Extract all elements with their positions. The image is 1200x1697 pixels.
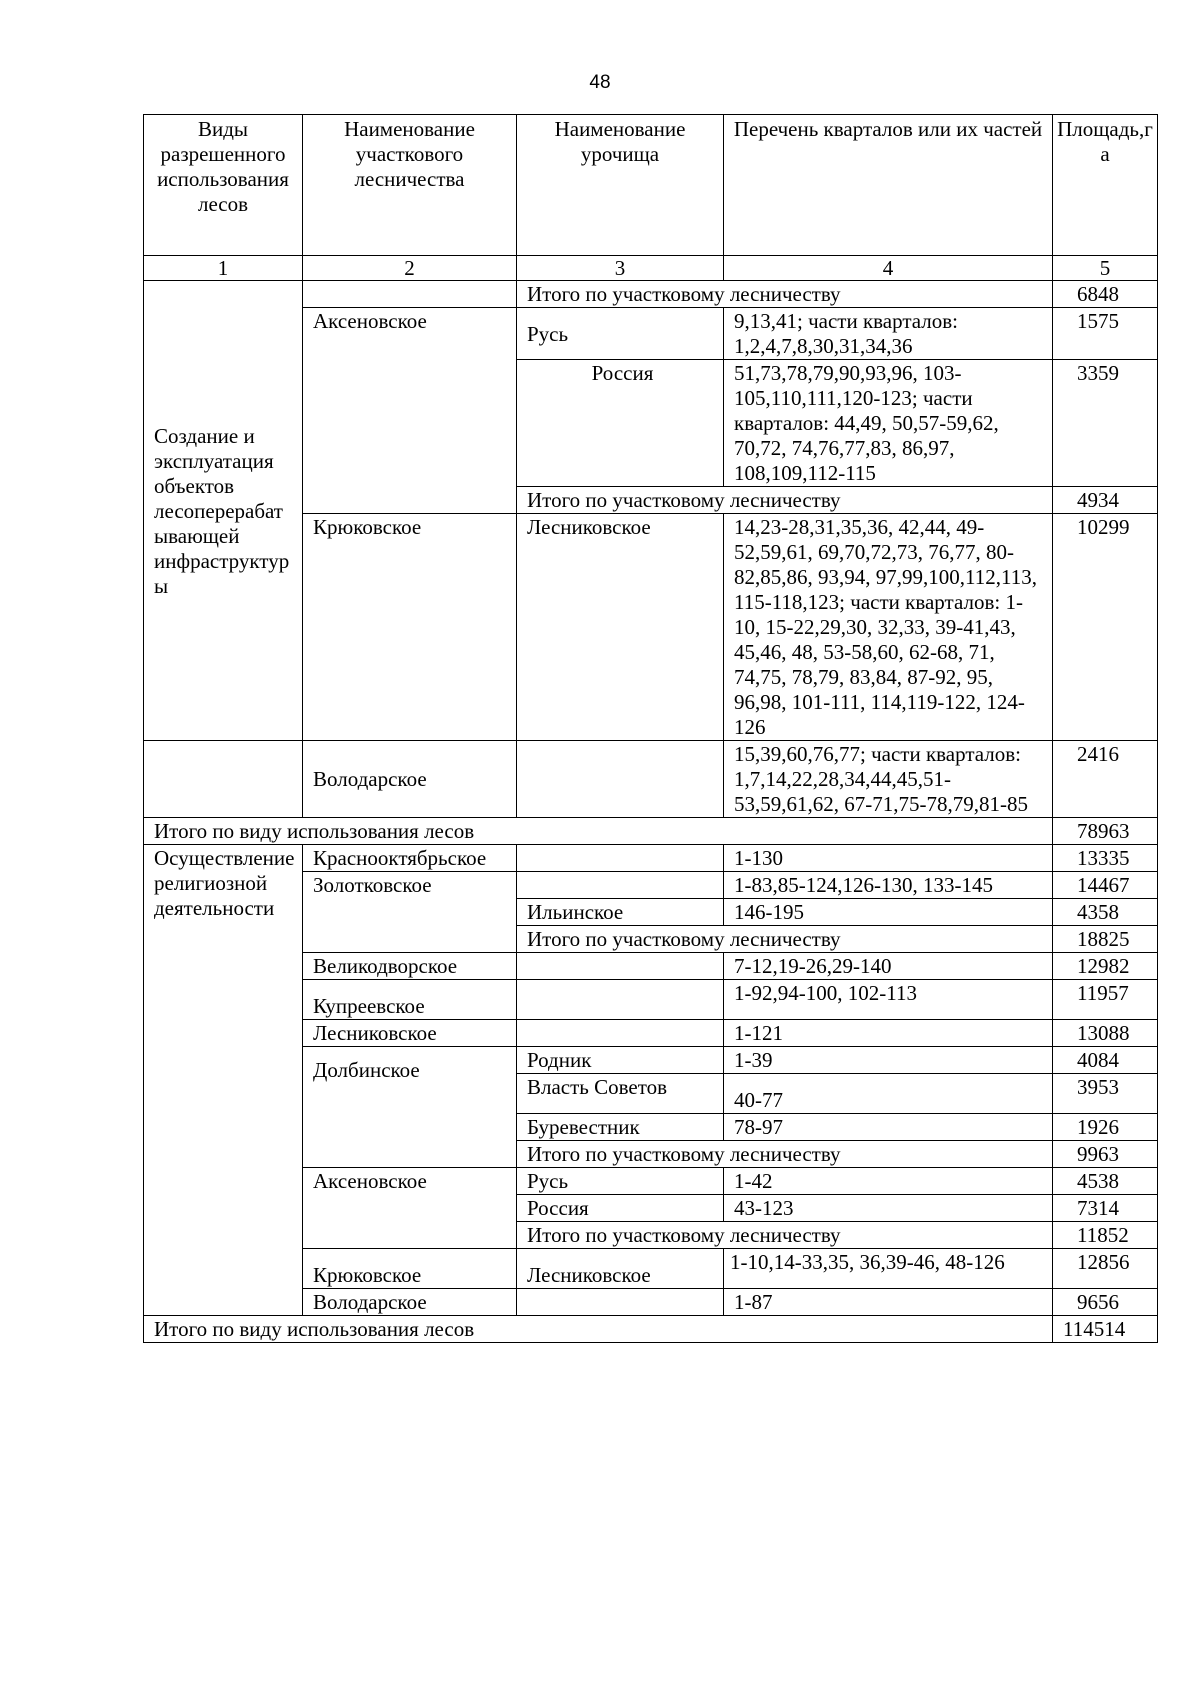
quarters-cell: 15,39,60,76,77; части кварталов: 1,7,14,22,28,34,44,45,51-53,59,61,62, 67-71,75-78,79,81-85	[724, 741, 1053, 818]
table-row	[144, 845, 1158, 872]
forestry-cell: Крюковское	[303, 1249, 517, 1289]
quarters-cell: 1-130	[724, 845, 1053, 872]
area-cell: 18825	[1053, 926, 1158, 953]
area-cell: 3359	[1053, 360, 1158, 487]
column-number: 4	[724, 256, 1053, 281]
column-number: 2	[303, 256, 517, 281]
quarters-cell: 1-87	[724, 1289, 1053, 1316]
quarters-cell: 9,13,41; части кварталов: 1,2,4,7,8,30,31,34,36	[724, 308, 1053, 360]
column-number: 1	[144, 256, 303, 281]
tract-cell: Родник	[517, 1047, 724, 1074]
subtotal-label: Итого по участковому лесничеству	[517, 926, 1053, 953]
quarters-cell: 51,73,78,79,90,93,96, 103-105,110,111,120-123; части кварталов: 44,49, 50,57-59,62, 70,72, 74,76,77,83, 86,97, 108,109,112-115	[724, 360, 1053, 487]
column-number-row	[144, 256, 1158, 281]
area-cell: 11852	[1053, 1222, 1158, 1249]
tract-cell: Россия	[517, 1195, 724, 1222]
area-cell: 10299	[1053, 514, 1158, 741]
header-tract: Наименование урочища	[517, 115, 724, 256]
forestry-cell: Великодворское	[303, 953, 517, 980]
area-cell: 13088	[1053, 1020, 1158, 1047]
header-forestry: Наименование участкового лесничества	[303, 115, 517, 256]
header-area: Площадь,га	[1053, 115, 1158, 256]
forestry-cell: Краснооктябрьское	[303, 845, 517, 872]
area-cell: 13335	[1053, 845, 1158, 872]
quarters-cell: 1-42	[724, 1168, 1053, 1195]
area-cell: 4084	[1053, 1047, 1158, 1074]
area-cell: 4934	[1053, 487, 1158, 514]
area-cell: 1926	[1053, 1114, 1158, 1141]
forestry-cell	[303, 1047, 517, 1168]
forestry-cell: Володарское	[303, 1289, 517, 1316]
area-cell: 14467	[1053, 872, 1158, 899]
total-row	[144, 1316, 1158, 1343]
tract-cell	[517, 1289, 724, 1316]
header-use-type: Виды разрешенного использования лесов	[144, 115, 303, 256]
header-row	[144, 115, 1158, 256]
quarters-cell: 1-121	[724, 1020, 1053, 1047]
forestry-cell: Аксеновское	[303, 308, 517, 514]
table-row	[144, 281, 1158, 308]
quarters-cell: 146-195	[724, 899, 1053, 926]
tract-cell	[517, 980, 724, 1020]
area-cell: 4538	[1053, 1168, 1158, 1195]
page-number: 48	[589, 72, 611, 93]
area-cell: 6848	[1053, 281, 1158, 308]
tract-cell: Буревестник	[517, 1114, 724, 1141]
tract-cell	[517, 872, 724, 899]
quarters-cell: 40-77	[724, 1074, 1053, 1114]
forestry-cell: Крюковское	[303, 514, 517, 741]
area-cell: 3953	[1053, 1074, 1158, 1114]
subtotal-label: Итого по участковому лесничеству	[517, 487, 1053, 514]
total-label: Итого по виду использования лесов	[144, 1316, 1053, 1343]
tract-cell: Ильинское	[517, 899, 724, 926]
use-type-cell	[144, 281, 303, 741]
subtotal-label: Итого по участковому лесничеству	[517, 281, 1053, 308]
tract-cell: Лесниковское	[517, 1249, 724, 1289]
use-type-label: Создание и эксплуатация объектов лесоперерабатывающей инфраструктуры	[154, 423, 290, 598]
area-cell: 2416	[1053, 741, 1158, 818]
forestry-cell: Золотковское	[303, 872, 517, 953]
forestry-cell: Аксеновское	[303, 1168, 517, 1249]
use-type-cell	[144, 741, 303, 818]
column-number: 5	[1053, 256, 1158, 281]
forest-use-table	[143, 114, 1158, 1343]
area-cell: 4358	[1053, 899, 1158, 926]
header-quarters: Перечень кварталов или их частей	[724, 115, 1053, 256]
quarters-cell: 1-92,94-100, 102-113	[724, 980, 1053, 1020]
total-area: 78963	[1053, 818, 1158, 845]
quarters-cell: 1-39	[724, 1047, 1053, 1074]
area-cell: 9656	[1053, 1289, 1158, 1316]
area-cell: 12982	[1053, 953, 1158, 980]
column-number: 3	[517, 256, 724, 281]
table-row	[144, 741, 1158, 818]
tract-cell: Русь	[517, 1168, 724, 1195]
quarters-cell: 1-83,85-124,126-130, 133-145	[724, 872, 1053, 899]
forestry-cell: Купреевское	[303, 980, 517, 1020]
total-row	[144, 818, 1158, 845]
subtotal-label: Итого по участковому лесничеству	[517, 1141, 1053, 1168]
quarters-cell: 43-123	[724, 1195, 1053, 1222]
tract-cell: Россия	[517, 360, 724, 487]
tract-cell	[517, 741, 724, 818]
tract-cell: Русь	[517, 308, 724, 360]
tract-cell: Власть Советов	[517, 1074, 724, 1114]
area-cell: 9963	[1053, 1141, 1158, 1168]
area-cell: 7314	[1053, 1195, 1158, 1222]
area-cell: 12856	[1053, 1249, 1158, 1289]
tract-cell	[517, 953, 724, 980]
quarters-cell: 78-97	[724, 1114, 1053, 1141]
subtotal-label: Итого по участковому лесничеству	[517, 1222, 1053, 1249]
use-type-cell	[144, 845, 303, 1316]
quarters-cell: 7-12,19-26,29-140	[724, 953, 1053, 980]
tract-cell: Лесниковское	[517, 514, 724, 741]
quarters-cell: 1-10,14-33,35, 36,39-46, 48-126	[724, 1249, 1053, 1289]
tract-cell	[517, 1020, 724, 1047]
forestry-cell	[303, 281, 517, 308]
area-cell: 11957	[1053, 980, 1158, 1020]
tract-cell	[517, 845, 724, 872]
forestry-cell: Володарское	[303, 741, 517, 818]
quarters-cell: 14,23-28,31,35,36, 42,44, 49-52,59,61, 69,70,72,73, 76,77, 80-82,85,86, 93,94, 97,99,100,112,113, 115-118,123; части кварталов: 1-10, 15-22,29,30, 32,33, 39-41,43, 45,46, 48, 53-58,60, 62-68, 71, 74,75, 78,79, 83,84, 87-92, 95, 96,98, 101-111, 114,119-122, 124-126	[724, 514, 1053, 741]
total-area: 114514	[1053, 1316, 1158, 1343]
use-type-label: Осуществление религиозной деятельности	[154, 846, 295, 920]
forestry-label: Долбинское	[313, 1058, 420, 1082]
total-label: Итого по виду использования лесов	[144, 818, 1053, 845]
forestry-cell: Лесниковское	[303, 1020, 517, 1047]
area-cell: 1575	[1053, 308, 1158, 360]
